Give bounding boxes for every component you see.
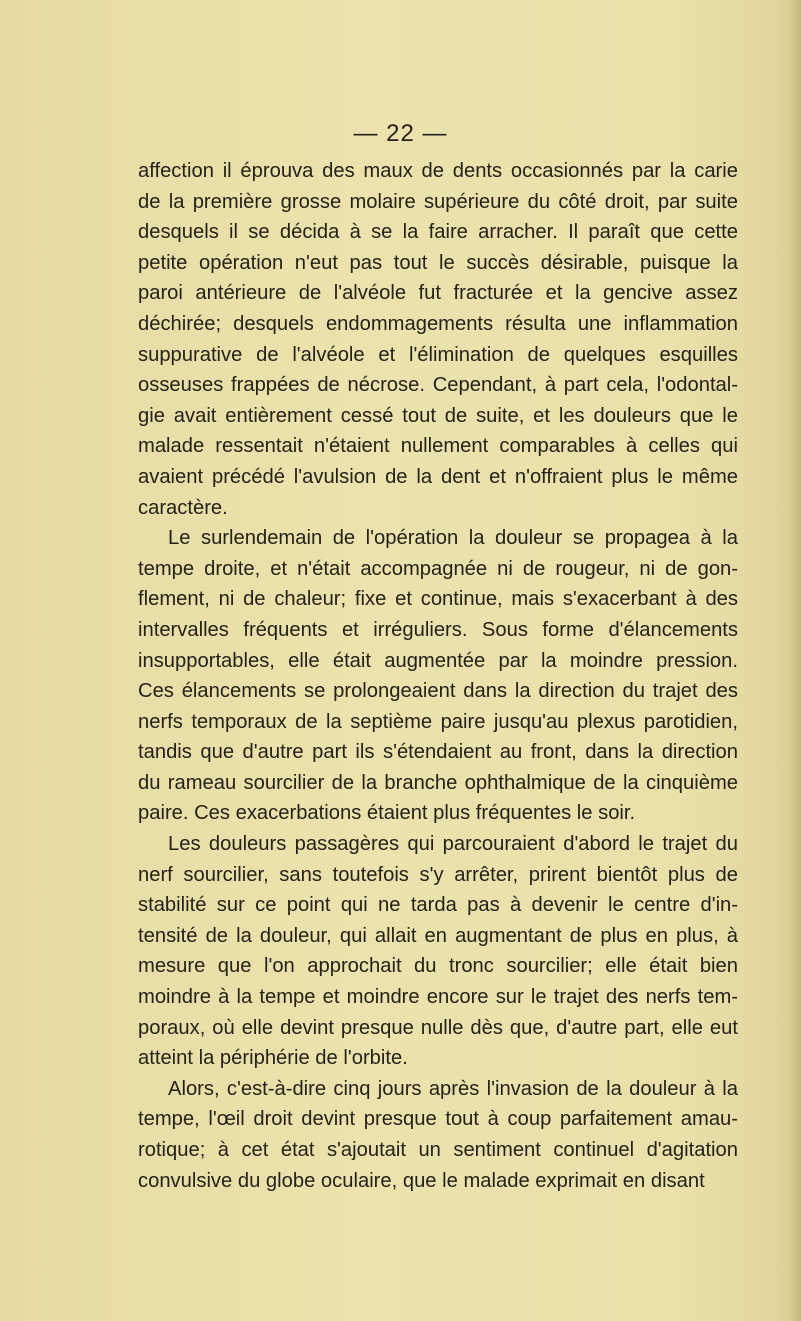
text-line: Ces élancements se prolongeaient dans la direction du trajet des — [138, 680, 738, 703]
text-line: insupportables, elle était augmentée par la moindre pression. — [138, 649, 738, 672]
text-line: affection il éprouva des maux de dents occasionnés par la carie — [138, 160, 738, 182]
text-line: stabilité sur ce point qui ne tarda pas à devenir le centre d'in- — [138, 894, 738, 917]
page-edge-shadow — [787, 0, 801, 1321]
text-line: tempe droite, et n'était accompagnée ni de rougeur, ni de gon- — [138, 557, 738, 580]
text-line: mesure que l'on approchait du tronc sourcilier; elle était bien — [138, 955, 738, 978]
text-line: paire. Ces exacerbations étaient plus fréquentes le soir. — [138, 802, 636, 825]
text-line: desquels il se décida à se la faire arracher. Il paraît que cette — [138, 221, 738, 244]
text-line: de la première grosse molaire supérieure du côté droit, par suite — [138, 190, 738, 213]
text-line: nerf sourcilier, sans toutefois s'y arrêter, prirent bientôt plus de — [138, 863, 738, 886]
text-line: paroi antérieure de l'alvéole fut fracturée et la gencive assez — [138, 282, 738, 305]
text-line: intervalles fréquents et irréguliers. Sous forme d'élancements — [138, 618, 738, 641]
text-line: tempe, l'œil droit devint presque tout à coup parfaitement amau- — [138, 1108, 738, 1131]
body-text — [138, 156, 738, 1196]
text-line: malade ressentait n'étaient nullement comparables à celles qui — [138, 435, 738, 458]
paragraph — [138, 523, 738, 829]
text-line: gie avait entièrement cessé tout de suite, et les douleurs que le — [138, 404, 738, 427]
text-line: avaient précédé l'avulsion de la dent et n'offraient plus le même — [138, 465, 738, 488]
text-line: moindre à la tempe et moindre encore sur le trajet des nerfs tem- — [138, 986, 738, 1009]
text-line: atteint la périphérie de l'orbite. — [138, 1047, 408, 1070]
text-line: caractère. — [138, 496, 228, 519]
page-number: — 22 — — [353, 120, 448, 147]
text-line: rotique; à cet état s'ajoutait un sentiment continuel d'agitation — [138, 1139, 738, 1161]
paragraph — [138, 1074, 738, 1196]
text-line: poraux, où elle devint presque nulle dès que, d'autre part, elle eut — [138, 1016, 738, 1039]
text-line: Le surlendemain de l'opération la douleur se propagea à la — [168, 527, 738, 550]
text-line: du rameau sourcilier de la branche ophthalmique de la cinquième — [138, 771, 738, 794]
text-line: Alors, c'est-à-dire cinq jours après l'invasion de la douleur à la — [168, 1077, 738, 1100]
text-line: flement, ni de chaleur; fixe et continue, mais s'exacerbant à des — [138, 588, 738, 611]
text-line: osseuses frappées de nécrose. Cependant, à part cela, l'odontal- — [138, 374, 738, 397]
text-line: convulsive du globe oculaire, que le malade exprimait en disant — [138, 1169, 705, 1192]
text-line: petite opération n'eut pas tout le succès désirable, puisque la — [138, 251, 738, 274]
text-line: déchirée; desquels endommagements résulta une inflammation — [138, 312, 738, 335]
text-line: nerfs temporaux de la septième paire jusqu'au plexus parotidien, — [138, 710, 738, 733]
text-line: tensité de la douleur, qui allait en augmentant de plus en plus, à — [138, 924, 738, 947]
text-line: suppurative de l'alvéole et l'élimination de quelques esquilles — [138, 343, 738, 366]
paragraph — [138, 829, 738, 1074]
paragraph — [138, 156, 738, 523]
text-line: tandis que d'autre part ils s'étendaient au front, dans la direction — [138, 741, 738, 764]
text-line: Les douleurs passagères qui parcouraient d'abord le trajet du — [168, 833, 738, 856]
